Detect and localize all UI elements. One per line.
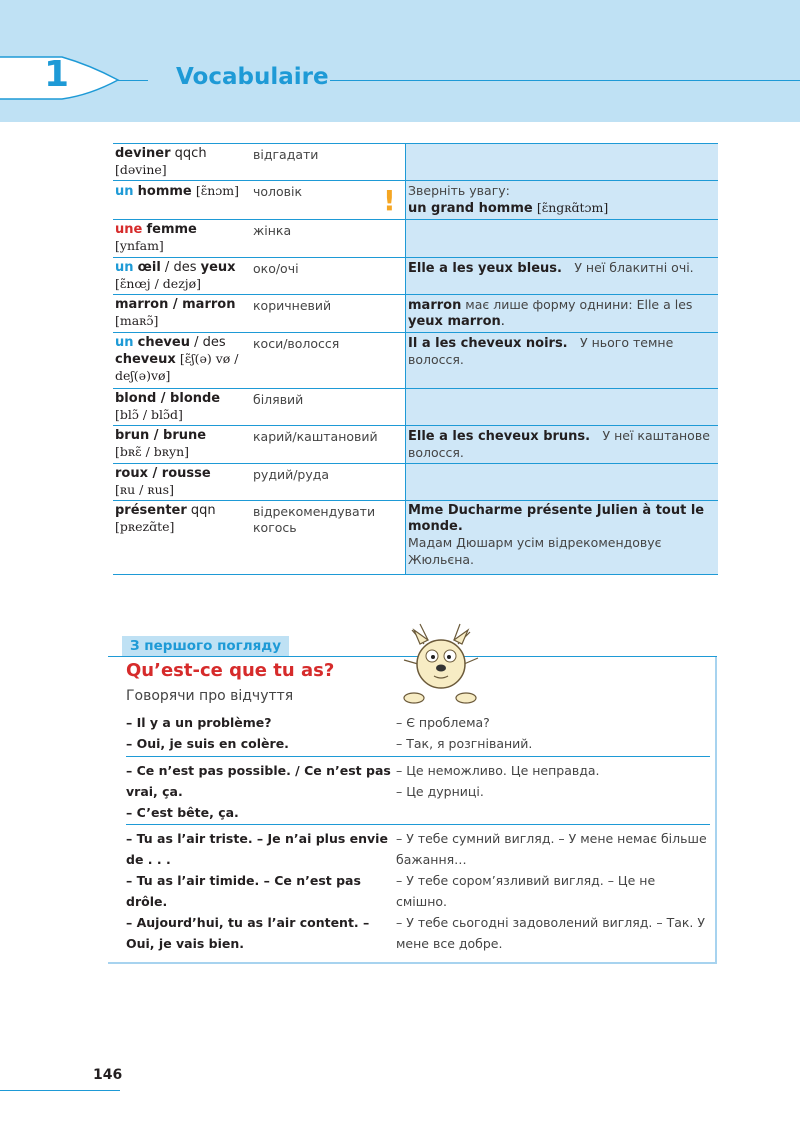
vocab-translation: коричневий (253, 298, 332, 313)
vocab-word-plural: cheveux (115, 352, 176, 367)
vocab-ipa: [maʀɔ̃] (115, 313, 159, 328)
dialogue-group-3 (126, 828, 710, 956)
ukrainian-translation: – У тебе сумний вигляд. – У мене немає більше бажання… (396, 831, 707, 867)
vocab-word: œil (137, 260, 161, 275)
attention-icon: ! (383, 184, 396, 217)
vocab-ipa: [bʀɛ̃ / bʀyn] (115, 444, 190, 459)
dialogue-divider (126, 756, 710, 757)
note-end: . (500, 314, 505, 329)
vocab-note (405, 389, 718, 425)
vocab-extra: / des (189, 335, 226, 350)
first-look-title: Qu’est-ce que tu as? (126, 660, 335, 681)
note-bold: Mme Ducharme présente Julien à tout le monde. (408, 503, 705, 534)
vocab-word-cell (113, 181, 253, 219)
cat-illustration (400, 620, 482, 704)
first-look-tag: З першого погляду (122, 636, 289, 656)
vocab-row (113, 500, 718, 575)
page-number-rule (0, 1090, 120, 1091)
vocab-translation: чоловік (253, 184, 303, 199)
vocab-article: un (115, 260, 134, 275)
vocab-extra: qqch (170, 146, 207, 161)
vocab-note (405, 144, 718, 180)
vocab-note (405, 295, 718, 332)
vocab-word-cell (113, 295, 253, 332)
page-title: Vocabulaire (176, 64, 329, 90)
vocab-translation: відрекомендувати когось (253, 504, 376, 535)
header-rule (330, 80, 800, 81)
vocab-row (113, 180, 718, 219)
vocab-word: présenter (115, 503, 187, 518)
vocab-word-cell (113, 220, 253, 257)
note-text: У неї каштанове волосся. (408, 428, 710, 460)
vocab-ipa: [pʀezɑ̃te] (115, 519, 175, 534)
ukrainian-translation: – Так, я розгніваний. (396, 736, 533, 751)
ukrainian-translation: – Є проблема? (396, 715, 490, 730)
vocab-word: marron / marron (115, 297, 236, 312)
ukrainian-translation: – Це неможливо. Це неправда. (396, 763, 600, 778)
vocab-row (113, 425, 718, 463)
vocab-translation: жінка (253, 223, 292, 238)
vocab-translation: рудий/руда (253, 467, 330, 482)
vocab-word-cell (113, 389, 253, 425)
vocab-ipa: [ɛ̃nœj / dezjø] (115, 276, 202, 291)
vocab-translation: око/очі (253, 261, 299, 276)
vocab-word-cell (113, 333, 253, 388)
vocab-ipa: [ɛ̃nɔm] (195, 183, 240, 198)
note-text: Зверніть увагу: (408, 183, 510, 198)
note-bold: marron (408, 298, 462, 313)
vocab-article: un (115, 335, 134, 350)
dialogue-group-1 (126, 712, 710, 756)
vocab-word-cell (113, 426, 253, 463)
vocab-note (405, 426, 718, 463)
vocab-ipa: [ɛ̃ʃ(ə) vø / deʃ(ə)vø] (115, 351, 239, 383)
vocab-row (113, 257, 718, 294)
french-phrase: – Aujourd’hui, tu as l’air content. – Oui, je vais bien. (126, 915, 370, 951)
vocab-ipa: [blɔ̃ / blɔ̃d] (115, 407, 183, 422)
note-text: Мадам Дюшарм усім відрекомендовує Жюльєна. (408, 535, 662, 567)
vocab-word: roux / rousse (115, 466, 211, 481)
vocab-table (113, 143, 718, 575)
vocab-word: femme (146, 222, 197, 237)
vocab-translation: білявий (253, 392, 304, 407)
vocab-row (113, 388, 718, 425)
note-bold: Il a les cheveux noirs. (408, 336, 568, 351)
vocab-word: cheveu (137, 335, 190, 350)
note-text: має лише форму однини: Elle a les (461, 297, 693, 312)
header-stub-line (118, 80, 148, 81)
header-band (0, 0, 800, 122)
vocab-article: un (115, 184, 134, 199)
vocab-translation: коси/волосся (253, 336, 340, 351)
note-bold: Elle a les yeux bleus. (408, 261, 562, 276)
vocab-word: deviner (115, 146, 171, 161)
note-bold: Elle a les cheveux bruns. (408, 429, 591, 444)
vocab-word: brun / brune (115, 428, 207, 443)
vocab-note (405, 220, 718, 257)
vocab-row (113, 219, 718, 257)
vocab-word-cell (113, 464, 253, 500)
vocab-note (405, 464, 718, 500)
vocab-note (405, 258, 718, 294)
note-ipa: [ɛ̃ngʀɑ̃tɔm] (536, 200, 609, 215)
dialogue-divider (126, 824, 710, 825)
note-bold: un grand homme (408, 201, 533, 216)
vocab-ipa: [dəvine] (115, 162, 167, 177)
french-phrase: – Ce n’est pas possible. / Ce n’est pas vrai, ça. (126, 763, 391, 799)
vocab-extra: qqn (186, 503, 216, 518)
vocab-article: une (115, 222, 143, 237)
ukrainian-translation: – У тебе сьогодні задоволений вигляд. – Так. У мене все добре. (396, 915, 705, 951)
vocab-word: blond / blonde (115, 391, 221, 406)
note-bold-2: yeux marron (408, 314, 501, 329)
ukrainian-translation: – Це дурниці. (396, 784, 484, 799)
vocab-note (405, 181, 718, 219)
french-phrase: – C’est bête, ça. (126, 805, 239, 820)
note-text: У неї блакитні очі. (574, 260, 694, 275)
dialogue-group-2 (126, 760, 710, 824)
french-phrase: – Tu as l’air triste. – Je n’ai plus envie de . . . (126, 831, 388, 867)
unit-number: 1 (44, 54, 70, 95)
page-number: 146 (93, 1067, 123, 1083)
french-phrase: – Tu as l’air timide. – Ce n’est pas drôle. (126, 873, 361, 909)
vocab-note (405, 333, 718, 388)
vocab-word-plural: yeux (200, 260, 236, 275)
vocab-note (405, 501, 718, 574)
french-phrase: – Oui, je suis en colère. (126, 736, 289, 751)
vocab-ipa: [ʀu / ʀus] (115, 482, 174, 497)
french-phrase: – Il y a un problème? (126, 715, 272, 730)
vocab-word-cell (113, 501, 253, 574)
vocab-row (113, 294, 718, 332)
vocab-ipa: [ynfam] (115, 238, 164, 253)
ukrainian-translation: – У тебе сором’язливий вигляд. – Це не смішно. (396, 873, 656, 909)
vocab-translation: відгадати (253, 147, 319, 162)
vocab-row (113, 143, 718, 180)
vocab-extra: / des (160, 260, 201, 275)
note-text: У нього темне волосся. (408, 335, 674, 367)
vocab-word-cell (113, 258, 253, 294)
vocab-row (113, 463, 718, 500)
vocab-translation: карий/каштановий (253, 429, 378, 444)
vocab-word-cell (113, 144, 253, 180)
vocab-row (113, 332, 718, 388)
first-look-subtitle: Говорячи про відчуття (126, 688, 294, 704)
vocab-word: homme (137, 184, 192, 199)
